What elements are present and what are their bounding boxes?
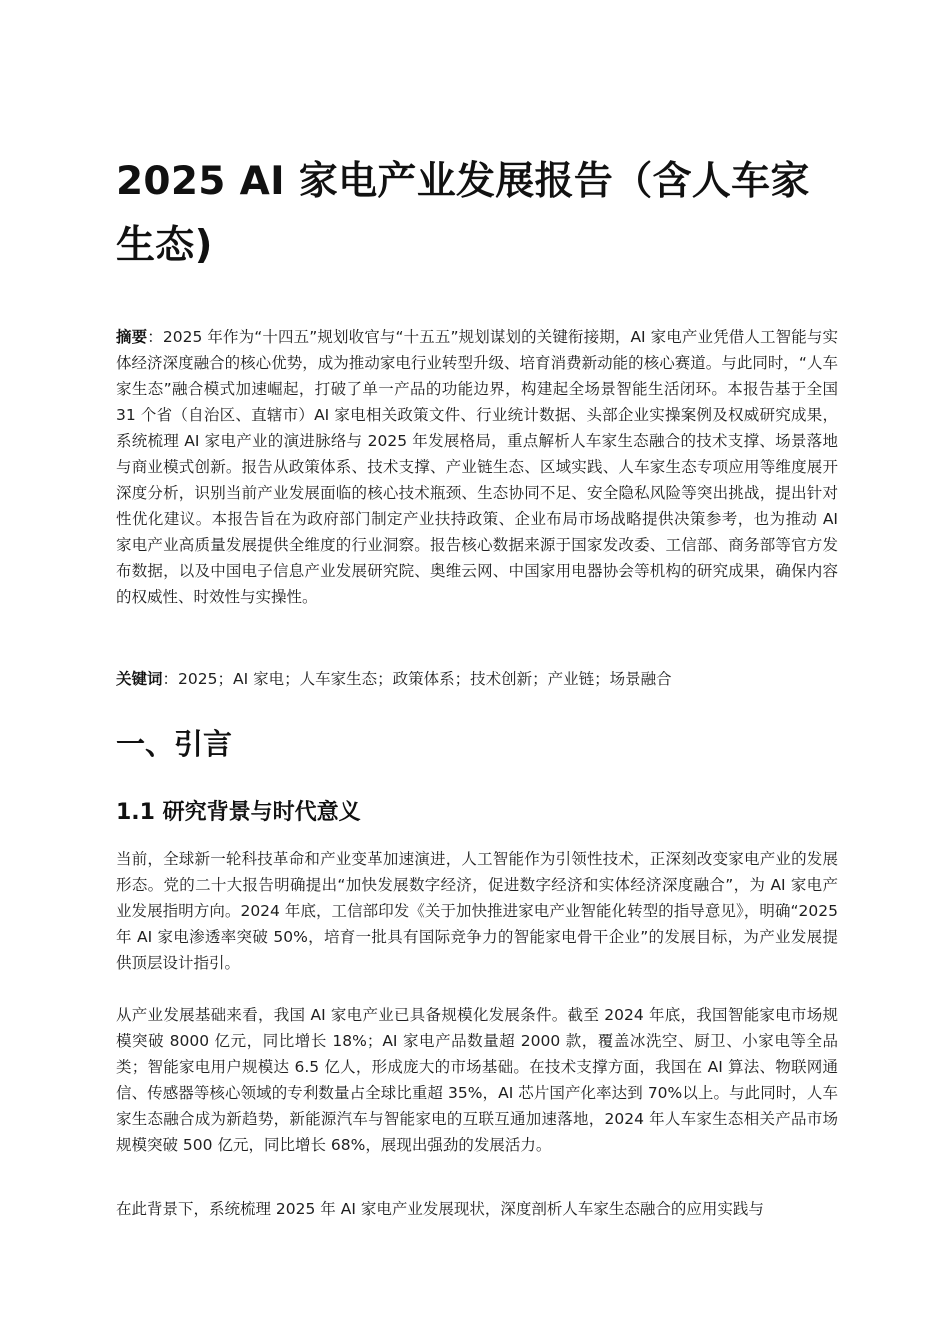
abstract-text: 2025 年作为“十四五”规划收官与“十五五”规划谋划的关键衔接期，AI 家电产业凭借人工智能与实体经济深度融合的核心优势，成为推动家电行业转型升级、培育消费新动能的核心赛道。与此同时，“人车家生态”融合模式加速崛起，打破了单一产品的功能边界，构建起全场景智能生活闭环。本报告基于全国 31 个省（自治区、直辖市）AI 家电相关政策文件、行业统计数据、头部企业实操案例及权威研究成果，系统梳理 AI 家电产业的演进脉络与 2025 年发展格局，重点解析人车家生态融合的技术支撑、场景落地与商业模式创新。报告从政策体系、技术支撑、产业链生态、区域实践、人车家生态专项应用等维度展开深度分析，识别当前产业发展面临的核心技术瓶颈、生态协同不足、安全隐私风险等突出挑战，提出针对性优化建议。本报告旨在为政府部门制定产业扶持政策、企业布局市场战略提供决策参考，也为推动 AI 家电产业高质量发展提供全维度的行业洞察。报告核心数据来源于国家发改委、工信部、商务部等官方发布数据，以及中国电子信息产业发展研究院、奥维云网、中国家用电器协会等机构的研究成果，确保内容的权威性、时效性与实操性。 — [116, 328, 838, 606]
keywords-separator: ： — [162, 670, 179, 688]
abstract-separator: ： — [147, 328, 163, 346]
abstract-paragraph — [116, 324, 838, 610]
subsection-heading-background: 1.1 研究背景与时代意义 — [116, 800, 361, 825]
body-paragraph: 当前，全球新一轮科技革命和产业变革加速演进，人工智能作为引领性技术，正深刻改变家电产业的发展形态。党的二十大报告明确提出“加快发展数字经济，促进数字经济和实体经济深度融合”，为 AI 家电产业发展指明方向。2024 年底，工信部印发《关于加快推进家电产业智能化转型的指导意见》，明确“2025 年 AI 家电渗透率突破 50%，培育一批具有国际竞争力的智能家电骨干企业”的发展目标，为产业发展提供顶层设计指引。 — [116, 850, 838, 972]
keywords-label: 关键词 — [116, 670, 163, 688]
abstract-label: 摘要 — [116, 328, 148, 346]
section-heading-introduction: 一、引言 — [116, 727, 233, 761]
body-paragraph: 从产业发展基础来看，我国 AI 家电产业已具备规模化发展条件。截至 2024 年底，我国智能家电市场规模突破 8000 亿元，同比增长 18%；AI 家电产品数量超 2000 款，覆盖冰洗空、厨卫、小家电等全品类；智能家电用户规模达 6.5 亿人，形成庞大的市场基础。在技术支撑方面，我国在 AI 算法、物联网通信、传感器等核心领域的专利数量占全球比重超 35%，AI 芯片国产化率达到 70%以上。与此同时，人车家生态融合成为新趋势，新能源汽车与智能家电的互联互通加速落地，2024 年人车家生态相关产品市场规模突破 500 亿元，同比增长 68%，展现出强劲的发展活力。 — [116, 1006, 838, 1154]
report-title: 2025 AI 家电产业发展报告（含人车家生态) — [116, 159, 810, 268]
keywords-text: 2025；AI 家电；人车家生态；政策体系；技术创新；产业链；场景融合 — [178, 670, 672, 688]
keywords-paragraph — [116, 666, 838, 692]
body-paragraph: 在此背景下，系统梳理 2025 年 AI 家电产业发展现状，深度剖析人车家生态融合的应用实践与 — [116, 1200, 764, 1218]
